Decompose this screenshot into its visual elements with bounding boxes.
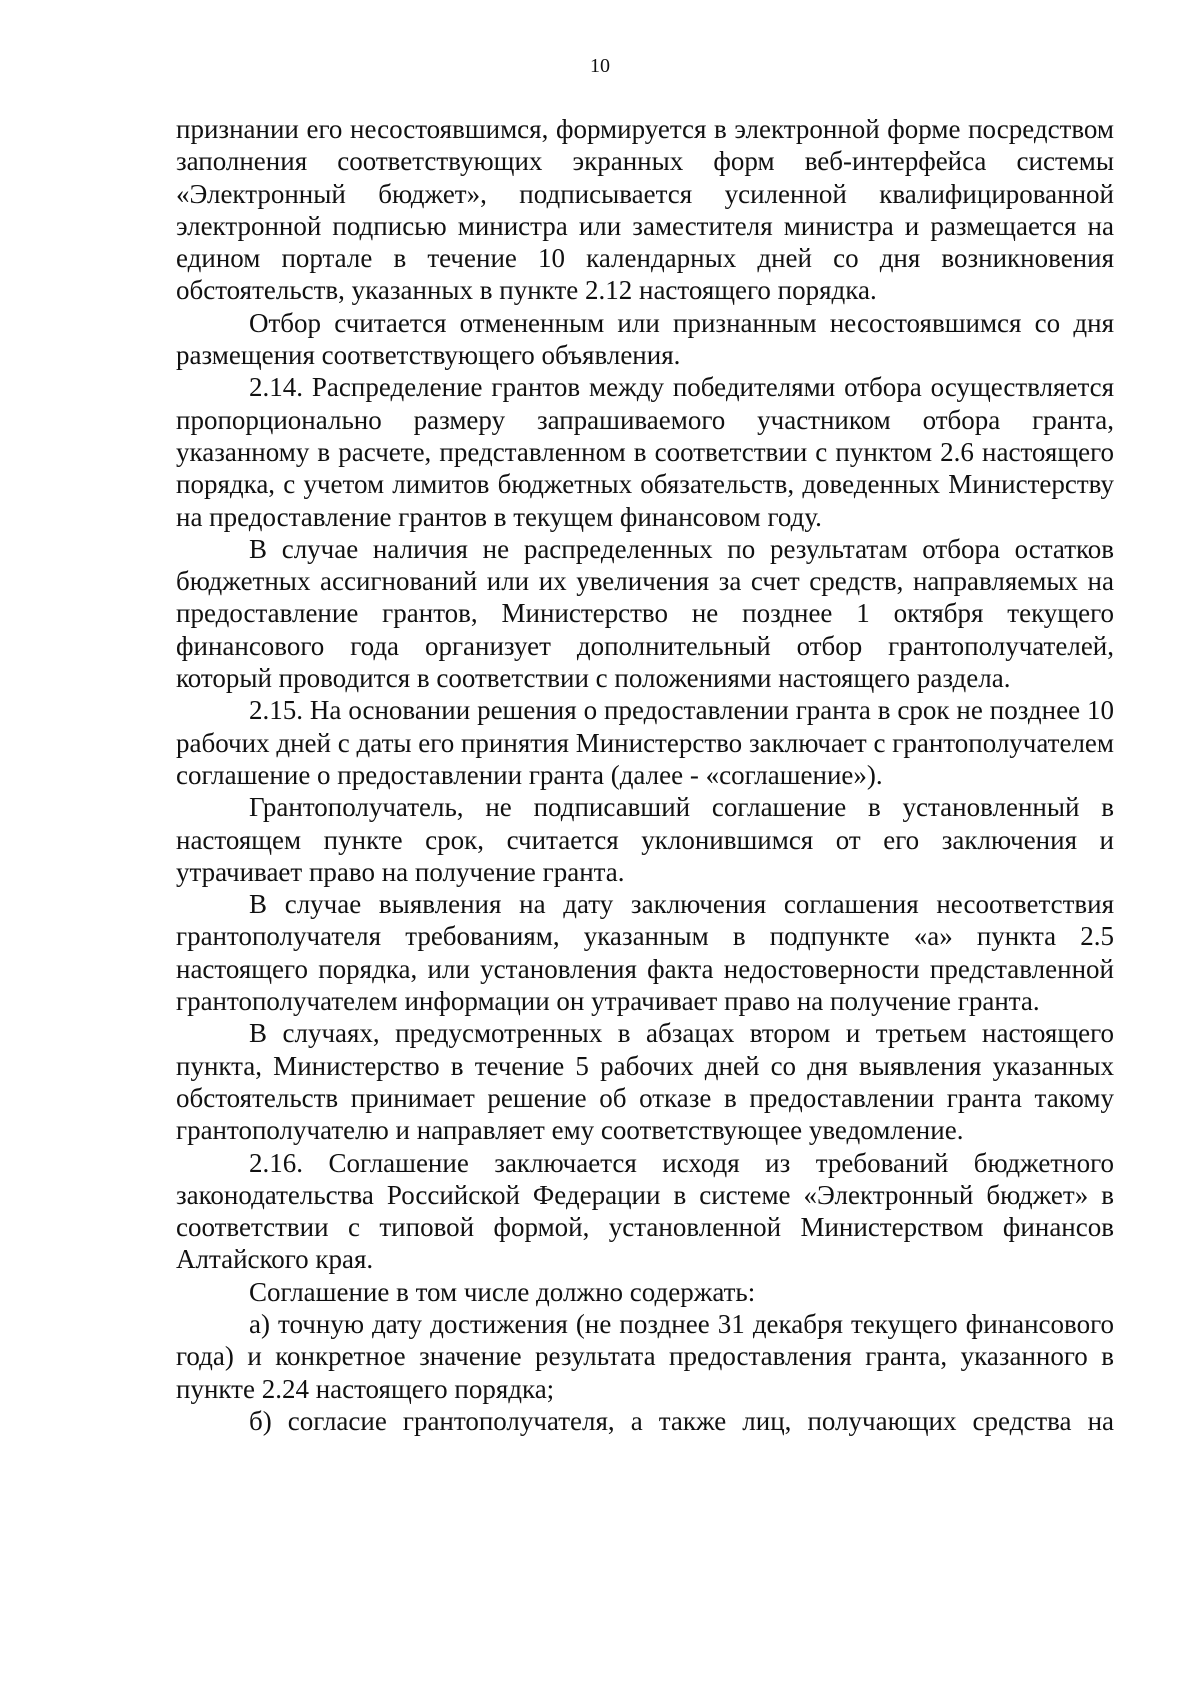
list-item-b: б) согласие грантополучателя, а также лиц, получающих средства на	[249, 1405, 1114, 1436]
paragraph-refusal-decision: В случаях, предусмотренных в абзацах втором и третьем настоящего пункта, Министерство в течение 5 рабочих дней со дня выявления указанных обстоятельств принимает решение об отказе в предоставлении гранта такому грантополучателю и направляет ему соответствующее уведомление.	[176, 1018, 1114, 1146]
paragraph-nonconformity: В случае выявления на дату заключения соглашения несоответствия грантополучателя требованиям, указанным в подпункте «а» пункта 2.5 настоящего порядка, или установления факта недостоверности представленной грантополучателем информации он утрачивает право на получение гранта.	[176, 889, 1114, 1017]
paragraph-2-14: 2.14. Распределение грантов между победителями отбора осуществляется пропорционально размеру запрашиваемого участником отбора гранта, указанному в расчете, представленном в соответствии с пунктом 2.6 настоящего порядка, с учетом лимитов бюджетных обязательств, доведенных Министерству на предоставление грантов в текущем финансовом году.	[176, 372, 1114, 532]
paragraph-selection-cancelled: Отбор считается отмененным или признанным несостоявшимся со дня размещения соответствующего объявления.	[176, 307, 1114, 371]
document-body	[176, 113, 1114, 1437]
list-item-a: а) точную дату достижения (не позднее 31 декабря текущего финансового года) и конкретное значение результата предоставления гранта, указанного в пункте 2.24 настоящего порядка;	[176, 1308, 1114, 1404]
paragraph-2-15: 2.15. На основании решения о предоставлении гранта в срок не позднее 10 рабочих дней с даты его принятия Министерство заключает с грантополучателем соглашение о предоставлении гранта (далее - «соглашение»).	[176, 695, 1114, 790]
page-number: 10	[590, 55, 610, 77]
paragraph-additional-selection: В случае наличия не распределенных по результатам отбора остатков бюджетных ассигнований или их увеличения за счет средств, направляемых на предоставление грантов, Министерство не позднее 1 октября текущего финансового года организует дополнительный отбор грантополучателей, который проводится в соответствии с положениями настоящего раздела.	[176, 533, 1114, 694]
paragraph-unsigned-agreement: Грантополучатель, не подписавший соглашение в установленный в настоящем пункте срок, считается уклонившимся от его заключения и утрачивает право на получение гранта.	[176, 792, 1114, 887]
paragraph-continuation: признании его несостоявшимся, формируется в электронной форме посредством заполнения соответствующих экранных форм веб-интерфейса системы «Электронный бюджет», подписывается усиленной квалифицированной электронной подписью министра или заместителя министра и размещается на едином портале в течение 10 календарных дней со дня возникновения обстоятельств, указанных в пункте 2.12 настоящего порядка.	[176, 114, 1114, 306]
paragraph-agreement-contents: Соглашение в том числе должно содержать:	[249, 1276, 756, 1307]
paragraph-2-16: 2.16. Соглашение заключается исходя из требований бюджетного законодательства Российской Федерации в системе «Электронный бюджет» в соответствии с типовой формой, установленной Министерством финансов Алтайского края.	[176, 1147, 1114, 1275]
